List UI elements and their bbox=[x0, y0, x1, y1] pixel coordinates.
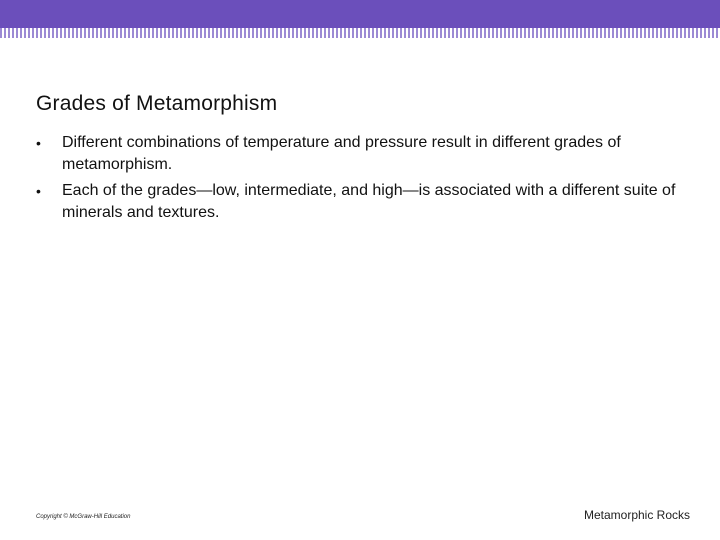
copyright-notice: Copyright © McGraw-Hill Education bbox=[36, 514, 131, 520]
bullet-list bbox=[36, 132, 686, 228]
bullet-text: Each of the grades—low, intermediate, and high—is associated with a different suite of minerals and textures. bbox=[62, 182, 676, 221]
bullet-item bbox=[36, 132, 686, 176]
bullet-text: Different combinations of temperature and pressure result in different grades of metamorphism. bbox=[62, 134, 621, 173]
bullet-dot-icon: • bbox=[36, 183, 41, 199]
bullet-item bbox=[36, 180, 686, 224]
header-stripe-band bbox=[0, 28, 720, 38]
bullet-dot-icon: • bbox=[36, 135, 41, 151]
slide-title: Grades of Metamorphism bbox=[36, 92, 278, 115]
footer-section-title: Metamorphic Rocks bbox=[583, 508, 690, 522]
header-bar bbox=[0, 0, 720, 28]
